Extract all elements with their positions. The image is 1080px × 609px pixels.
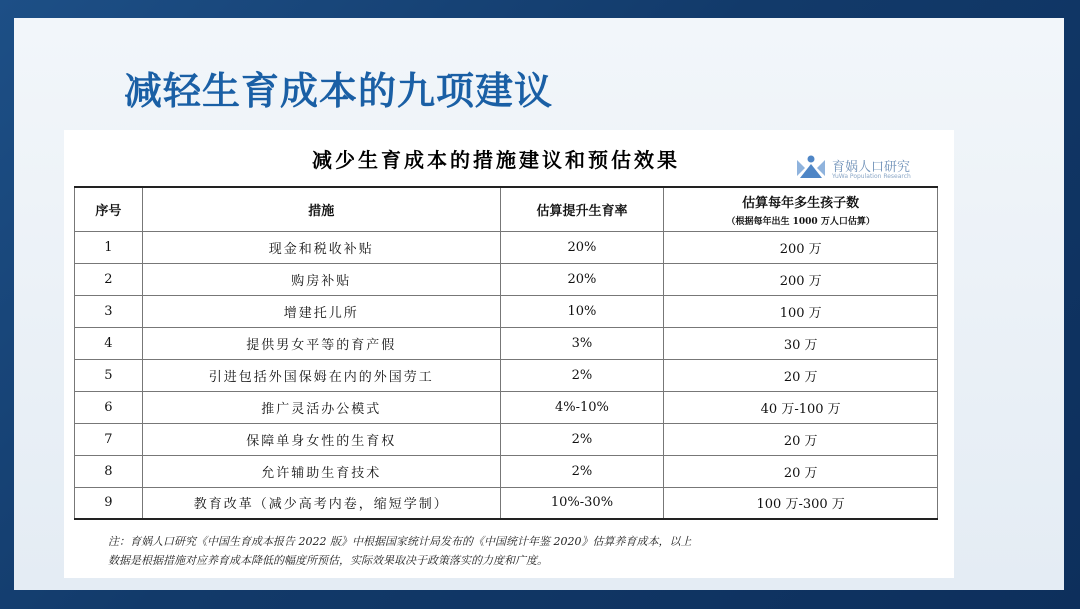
header-measure: 措施 [142,187,500,231]
cell-rate: 2% [500,359,664,391]
table-row [75,231,938,263]
cell-measure: 购房补贴 [142,263,500,295]
cell-no: 6 [75,391,143,423]
logo-name: 育娲人口研究 [832,160,911,175]
cell-births: 20 万 [664,359,938,391]
table-row [75,423,938,455]
table-row [75,487,938,519]
cell-rate: 20% [500,263,664,295]
table-row [75,295,938,327]
header-births-sub: （根据每年出生 1000 万人口估算） [726,216,875,227]
cell-births: 200 万 [664,231,938,263]
cell-rate: 4%-10% [500,391,664,423]
yuwa-logo [796,154,936,184]
cell-births: 30 万 [664,327,938,359]
cell-measure: 推广灵活办公模式 [142,391,500,423]
cell-births: 100 万 [664,295,938,327]
cell-measure: 现金和税收补贴 [142,231,500,263]
table-row [75,391,938,423]
footnote [108,532,928,570]
cell-measure: 教育改革（减少高考内卷，缩短学制） [142,487,500,519]
table-row [75,455,938,487]
table-row [75,359,938,391]
cell-no: 7 [75,423,143,455]
cell-no: 3 [75,295,143,327]
cell-births: 200 万 [664,263,938,295]
cell-measure: 引进包括外国保姆在内的外国劳工 [142,359,500,391]
table-header-row [75,187,938,231]
cell-rate: 10%-30% [500,487,664,519]
header-births-label: 估算每年多生孩子数 [742,195,860,211]
cell-measure: 提供男女平等的育产假 [142,327,500,359]
table-row [75,263,938,295]
footnote-line-2: 数据是根据措施对应养育成本降低的幅度所预估，实际效果取决于政策落实的力度和广度。 [108,554,548,567]
cell-no: 9 [75,487,143,519]
cell-rate: 10% [500,295,664,327]
cell-rate: 20% [500,231,664,263]
header-no: 序号 [75,187,143,231]
cell-no: 1 [75,231,143,263]
cell-rate: 2% [500,423,664,455]
cell-measure: 增建托儿所 [142,295,500,327]
table-row [75,327,938,359]
slide [14,18,1064,590]
cell-rate: 2% [500,455,664,487]
table-title: 减少生育成本的措施建议和预估效果 [312,148,680,172]
cell-no: 4 [75,327,143,359]
header-rate: 估算提升生育率 [500,187,664,231]
cell-births: 100 万-300 万 [664,487,938,519]
footnote-line-1: 注：育娲人口研究《中国生育成本报告 2022 版》中根据国家统计局发布的《中国统计年鉴 2020》估算养育成本，以上 [108,535,692,548]
cell-measure: 保障单身女性的生育权 [142,423,500,455]
cell-births: 40 万-100 万 [664,391,938,423]
measures-table [74,186,938,520]
page-title: 减轻生育成本的九项建议 [124,69,554,113]
table-panel [64,130,954,578]
cell-no: 2 [75,263,143,295]
cell-measure: 允许辅助生育技术 [142,455,500,487]
cell-births: 20 万 [664,423,938,455]
cell-no: 8 [75,455,143,487]
cell-no: 5 [75,359,143,391]
cell-rate: 3% [500,327,664,359]
cell-births: 20 万 [664,455,938,487]
logo-subtitle: YuWa Population Research [832,173,911,180]
yuwa-logo-icon [796,154,826,182]
header-births [664,187,938,231]
